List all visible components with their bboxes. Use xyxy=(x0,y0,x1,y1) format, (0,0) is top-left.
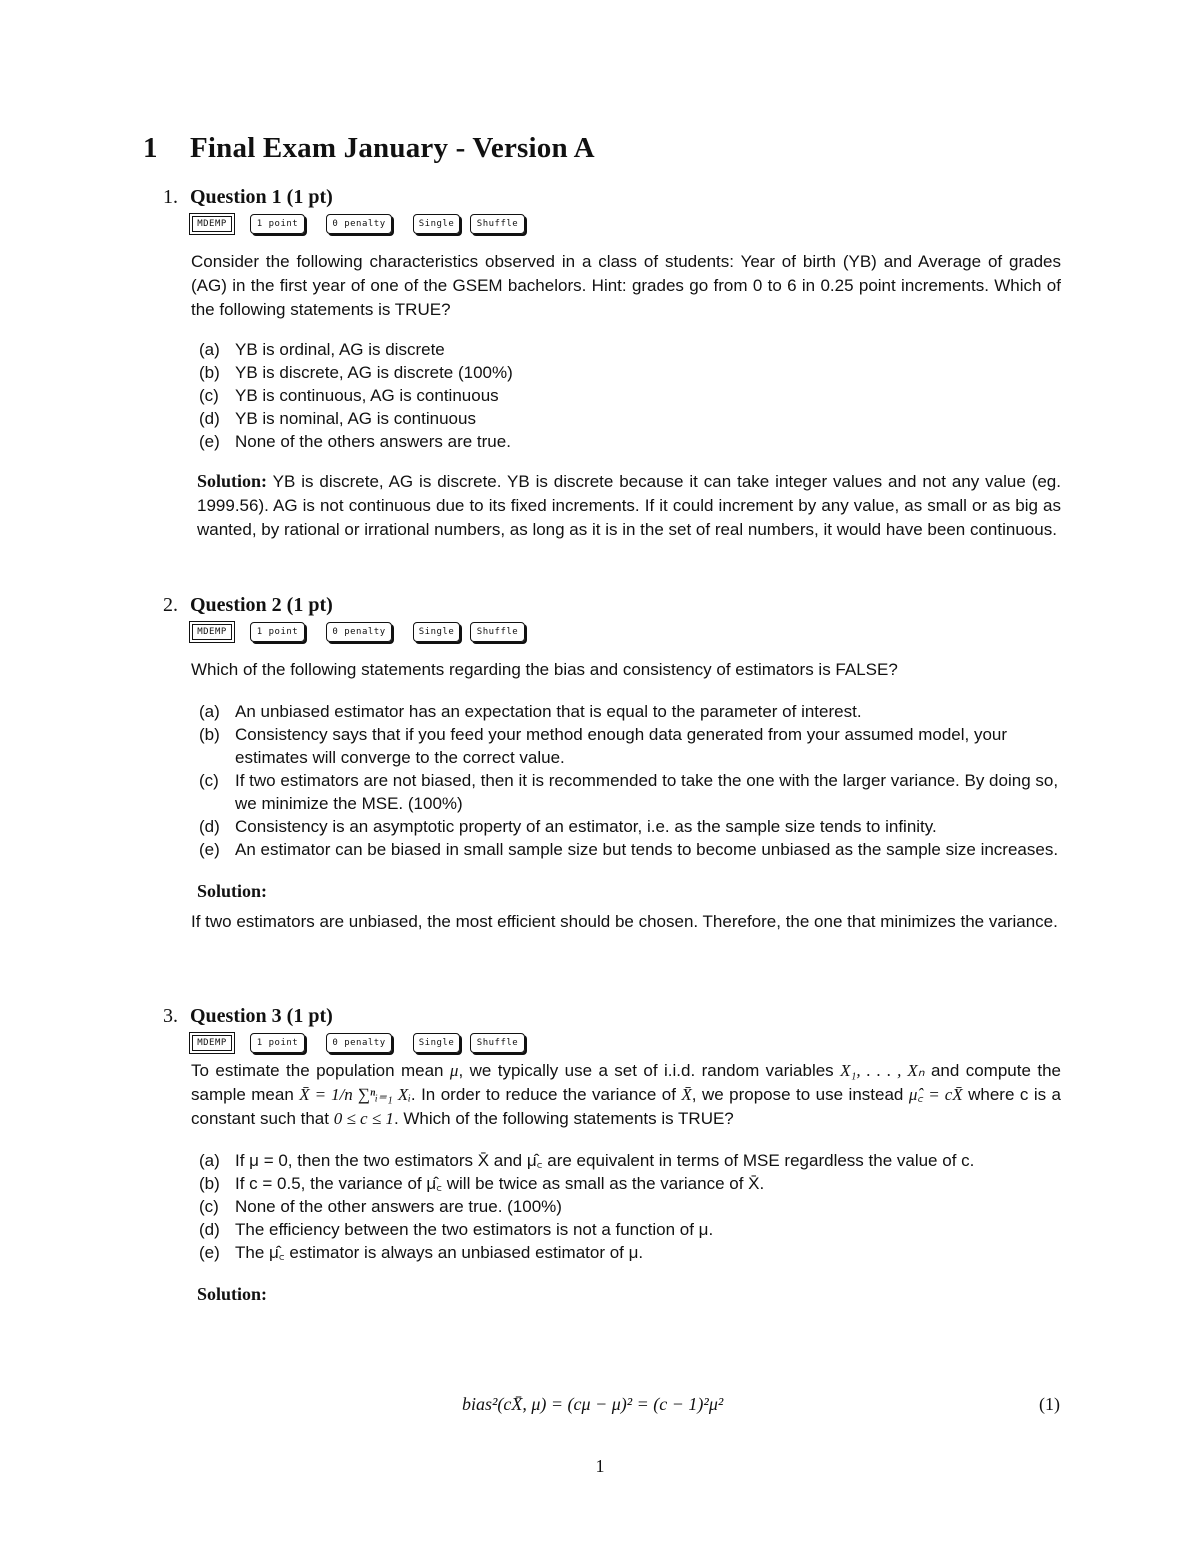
question-stem: To estimate the population mean μ, we typically use a set of i.i.d. random variables X₁, . . . , Xₙ and compute the sample mean X̄ = 1/n ∑ⁿᵢ₌₁ Xᵢ. In order to reduce the variance of X̄, we propose to use instead μ̂꜀ = cX̄ where c is a constant such that 0 ≤ c ≤ 1. Which of the following statements is TRUE? xyxy=(191,1061,1062,1128)
question-tags xyxy=(188,214,1063,238)
sample-mean-definition: X̄ = 1/n ∑ⁿᵢ₌₁ Xᵢ xyxy=(299,1085,411,1104)
points-tag: 1 point xyxy=(250,1033,305,1053)
constant-range: 0 ≤ c ≤ 1 xyxy=(333,1109,394,1128)
option-e: (e) An estimator can be biased in small sample size but tends to become unbiased as the sample size increases. xyxy=(199,840,1059,859)
option-d: (d) Consistency is an asymptotic property of an estimator, i.e. as the sample size tends to infinity. xyxy=(199,817,937,836)
option-c: (c) None of the other answers are true. (100%) xyxy=(199,1197,562,1216)
question-1 xyxy=(163,185,1063,542)
question-heading xyxy=(163,1004,1063,1028)
question-heading xyxy=(163,185,1063,209)
option-a: (a) An unbiased estimator has an expectation that is equal to the parameter of interest. xyxy=(199,702,862,721)
question-tags xyxy=(188,622,1063,646)
option-e: (e) The μ̂꜀ estimator is always an unbiased estimator of μ. xyxy=(199,1243,644,1262)
penalty-tag: 0 penalty xyxy=(326,214,392,234)
solution-label: Solution: xyxy=(197,881,268,901)
penalty-tag: 0 penalty xyxy=(326,1033,392,1053)
single-tag: Single xyxy=(413,1033,460,1053)
answer-options xyxy=(199,1149,1061,1264)
answer-options xyxy=(199,338,1061,453)
option-d: (d) The efficiency between the two estimators is not a function of μ. xyxy=(199,1220,714,1239)
option-c: (c) If two estimators are not biased, then it is recommended to take the one with the larger variance. By doing so, we minimize the MSE. (100%) xyxy=(199,771,1059,813)
option-e: (e) None of the others answers are true. xyxy=(199,432,511,451)
section-number: 1 xyxy=(143,132,158,164)
question-number: 3. xyxy=(163,1005,178,1027)
solution-text: If two estimators are unbiased, the most efficient should be chosen. Therefore, the one that minimizes the variance. xyxy=(191,912,1058,931)
question-title: Question 1 (1 pt) xyxy=(190,186,333,208)
solution xyxy=(197,469,1061,542)
question-tags xyxy=(188,1033,1063,1057)
single-tag: Single xyxy=(413,622,460,642)
solution-label: Solution: xyxy=(197,1284,268,1304)
mdemp-tag: MDEMP xyxy=(192,216,232,232)
section-title: Final Exam January - Version A xyxy=(190,132,595,164)
estimator-definition: μ̂꜀ = cX̄ xyxy=(908,1085,963,1104)
answer-options xyxy=(199,700,1061,861)
section-heading xyxy=(143,132,595,165)
question-2 xyxy=(163,593,1063,934)
question-number: 1. xyxy=(163,186,178,208)
question-number: 2. xyxy=(163,594,178,616)
option-c: (c) YB is continuous, AG is continuous xyxy=(199,386,499,405)
mdemp-tag: MDEMP xyxy=(192,624,232,640)
bias-equation: bias²(cX̄, μ) = (cμ − μ)² = (c − 1)²μ² xyxy=(462,1394,724,1414)
question-stem: Which of the following statements regarding the bias and consistency of estimators is FALSE? xyxy=(191,660,898,679)
mu-symbol: μ xyxy=(449,1061,459,1080)
equation-number: (1) xyxy=(1039,1394,1060,1414)
question-stem: Consider the following characteristics observed in a class of students: Year of birth (YB) and Average of grades (AG) in the first year of one of the GSEM bachelors. Hint: grades go from 0 to 6 in 0.25 point increments. Which of the following statements is TRUE? xyxy=(191,252,1061,319)
points-tag: 1 point xyxy=(250,214,305,234)
option-b: (b) If c = 0.5, the variance of μ̂꜀ will be twice as small as the variance of X̄. xyxy=(199,1174,765,1193)
random-variables: X₁, . . . , Xₙ xyxy=(840,1061,925,1080)
single-tag: Single xyxy=(413,214,460,234)
mdemp-tag: MDEMP xyxy=(192,1035,232,1051)
question-heading xyxy=(163,593,1063,617)
option-a: (a) YB is ordinal, AG is discrete xyxy=(199,340,445,359)
solution-text: YB is discrete, AG is discrete. YB is discrete because it can take integer values and not any value (eg. 1999.56). AG is not continuous due to its fixed increments. If it could increment by any value, as small or as big as wanted, by rational or irrational numbers, as long as it is in the set of real numbers, it would have been continuous. xyxy=(197,472,1061,539)
question-title: Question 2 (1 pt) xyxy=(190,594,333,616)
question-title: Question 3 (1 pt) xyxy=(190,1005,333,1027)
solution-label: Solution: xyxy=(197,471,268,491)
option-b: (b) YB is discrete, AG is discrete (100%) xyxy=(199,363,513,382)
points-tag: 1 point xyxy=(250,622,305,642)
penalty-tag: 0 penalty xyxy=(326,622,392,642)
shuffle-tag: Shuffle xyxy=(470,1033,525,1053)
option-d: (d) YB is nominal, AG is continuous xyxy=(199,409,476,428)
question-3 xyxy=(163,1004,1063,1305)
shuffle-tag: Shuffle xyxy=(470,214,525,234)
option-a: (a) If μ = 0, then the two estimators X̄ and μ̂꜀ are equivalent in terms of MSE regardless the value of c. xyxy=(199,1151,975,1170)
xbar-symbol: X̄ xyxy=(681,1085,692,1104)
option-b: (b) Consistency says that if you feed your method enough data generated from your assumed model, your estimates will converge to the correct value. xyxy=(199,725,1008,767)
shuffle-tag: Shuffle xyxy=(470,622,525,642)
page-number: 1 xyxy=(595,1456,605,1476)
